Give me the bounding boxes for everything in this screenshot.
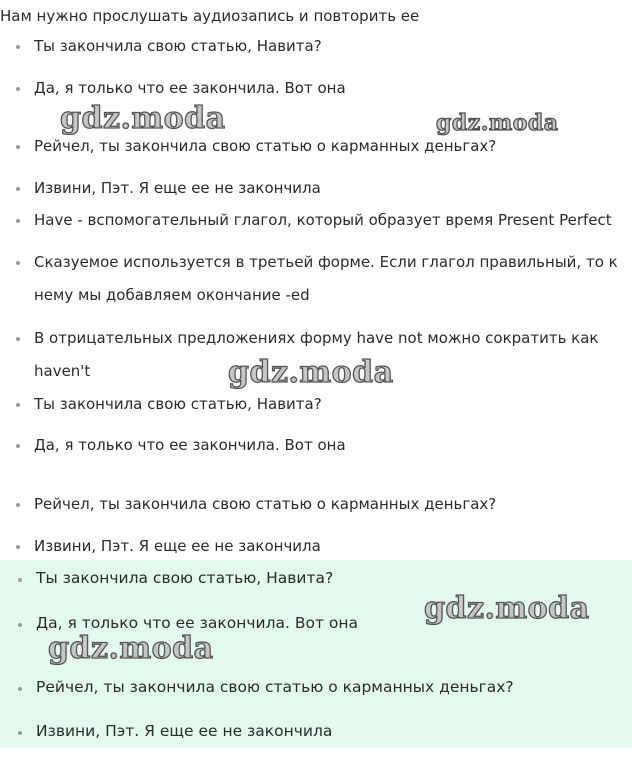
bullet-icon — [16, 503, 20, 507]
list-item: Извини, Пэт. Я еще ее не закончила — [34, 537, 321, 555]
bullet-icon — [16, 337, 20, 341]
bullet-icon — [16, 145, 20, 149]
list-item: Извини, Пэт. Я еще ее не закончила — [34, 179, 321, 197]
list-item: Рейчел, ты закончила свою статью о карманных деньгах? — [34, 137, 497, 155]
intro-text: Нам нужно прослушать аудиозапись и повторить ее — [0, 7, 420, 25]
watermark-logo: gdz.moda — [48, 631, 214, 666]
bullet-icon — [16, 219, 20, 223]
list-item: Да, я только что ее закончила. Вот она — [34, 436, 346, 454]
list-item: Рейчел, ты закончила свою статью о карманных деньгах? — [34, 495, 497, 513]
bullet-icon — [16, 403, 20, 407]
list-item: Ты закончила свою статью, Навита? — [34, 37, 322, 55]
bullet-icon — [16, 87, 20, 91]
list-item: Have - вспомогательный глагол, который образует время Present Perfect — [34, 211, 612, 229]
watermark-logo: gdz.moda — [424, 591, 590, 626]
bullet-icon — [16, 261, 20, 265]
bullet-icon — [16, 545, 20, 549]
bullet-icon — [16, 45, 20, 49]
bullet-icon — [18, 578, 22, 582]
watermark-logo: gdz.moda — [228, 355, 394, 390]
highlighted-list-item: Да, я только что ее закончила. Вот она — [36, 614, 359, 632]
list-item-continuation: haven't — [34, 362, 91, 380]
highlighted-list-item: Рейчел, ты закончила свою статью о карманных деньгах? — [36, 678, 514, 696]
bullet-icon — [18, 623, 22, 627]
bullet-icon — [18, 687, 22, 691]
bullet-icon — [16, 444, 20, 448]
list-item: Сказуемое используется в третьей форме. Если глагол правильный, то к — [34, 253, 618, 271]
bullet-icon — [16, 187, 20, 191]
list-item-continuation: нему мы добавляем окончание -ed — [34, 286, 310, 304]
list-item: Ты закончила свою статью, Навита? — [34, 395, 322, 413]
bullet-icon — [18, 731, 22, 735]
highlighted-list-item: Извини, Пэт. Я еще ее не закончила — [36, 722, 333, 740]
highlight-block — [0, 560, 632, 748]
highlighted-list-item: Ты закончила свою статью, Навита? — [36, 569, 334, 587]
watermark-logo: gdz.moda — [60, 101, 226, 136]
list-item: Да, я только что ее закончила. Вот она — [34, 79, 346, 97]
list-item: В отрицательных предложениях форму have not можно сократить как — [34, 329, 599, 347]
watermark-logo: gdz.moda — [436, 110, 559, 136]
